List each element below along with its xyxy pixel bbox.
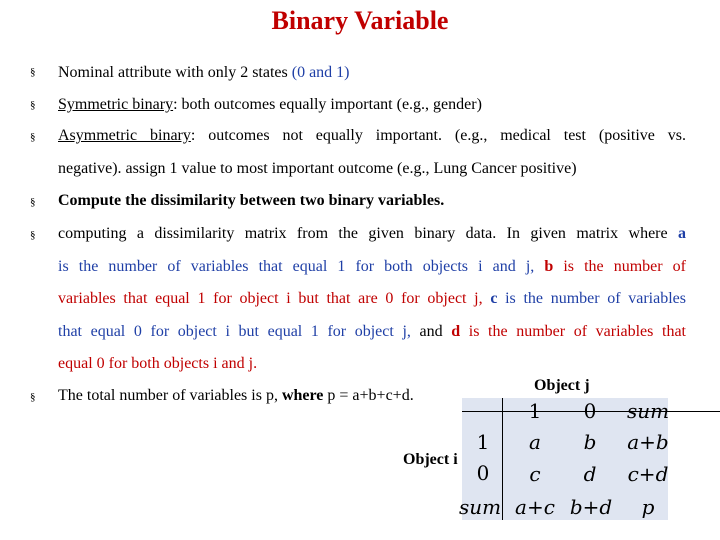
bullet-total-variables (58, 380, 414, 412)
cell-a: a (529, 430, 541, 454)
term-asymmetric-binary: Asymmetric binary (58, 127, 191, 144)
bullet-text: variables that equal 1 for object i but that are 0 for object j, (58, 290, 491, 307)
text-line (58, 120, 686, 153)
bullet-text: . (409, 387, 414, 404)
col-header-sum: sum (626, 399, 670, 423)
var-c: c (490, 290, 498, 307)
bullet-text: Nominal attribute with only 2 states (58, 64, 292, 81)
bullet-text: that equal 0 for object i but equal 1 for object j, (58, 322, 420, 340)
cell-a-plus-b: a+b (627, 430, 669, 454)
bullet-text: The total number of variables is p, (58, 387, 282, 404)
term-symmetric-binary: Symmetric binary (58, 96, 174, 113)
bullet-marker: § (30, 99, 36, 111)
var-a: a (678, 225, 686, 242)
bullet-text: : outcomes not equally important. (e.g., medical test (positive vs. (190, 127, 686, 144)
page-title: Binary Variable (271, 6, 449, 35)
bullet-compute-dissimilarity: Compute the dissimilarity between two binary variables. (58, 192, 445, 209)
bullet-text: is the number of (553, 257, 687, 275)
bullet-asymmetric-binary (58, 120, 686, 185)
bullet-text: where (281, 387, 324, 404)
bullet-text: is the number of variables (497, 290, 687, 307)
var-b: b (544, 257, 554, 275)
text-line (58, 283, 686, 316)
bullet-nominal-attribute (58, 57, 350, 89)
text-line: negative). assign 1 value to most important outcome (e.g., Lung Cancer positive) (58, 159, 577, 177)
row-header-0: 0 (476, 461, 490, 485)
text-line: equal 0 for both objects i and j. (58, 355, 258, 372)
row-header-sum: sum (458, 495, 502, 519)
bullet-text: computing a dissimilarity matrix from the given binary data. In given matrix where (58, 225, 678, 242)
bullet-text: and (419, 322, 452, 340)
col-header-0: 0 (583, 399, 597, 423)
bullet-text: is the number of variables that equal 1 for both objects i and j, (58, 257, 545, 275)
cell-d: d (583, 462, 597, 486)
bullet-marker: § (30, 196, 36, 208)
states-highlight: (0 and 1) (291, 64, 350, 81)
cell-b: b (583, 430, 597, 454)
bullet-marker: § (30, 391, 36, 403)
formula-text: p = a+b+c+d (323, 387, 410, 404)
bullet-marker: § (30, 229, 36, 241)
bullet-marker: § (30, 66, 36, 78)
bullet-dissimilarity-matrix (58, 218, 686, 381)
cell-a-plus-c: a+c (515, 495, 555, 519)
cell-c-plus-d: c+d (627, 462, 669, 486)
text-line (58, 218, 686, 251)
col-header-1: 1 (528, 399, 542, 423)
text-line (58, 316, 686, 349)
var-d: d (451, 322, 461, 340)
cell-c: c (529, 462, 541, 486)
bullet-text: : both outcomes equally important (e.g., gender) (173, 96, 482, 113)
cell-p: p (641, 495, 655, 519)
bullet-marker: § (30, 131, 36, 143)
bullet-symmetric-binary (58, 89, 482, 121)
object-j-label: Object j (534, 377, 590, 394)
cell-b-plus-d: b+d (569, 495, 613, 519)
bullet-text: is the number of variables that (460, 322, 686, 340)
object-i-label: Object i (403, 451, 458, 468)
matrix-vertical-rule (502, 398, 503, 520)
text-line (58, 251, 686, 284)
row-header-1: 1 (476, 430, 490, 454)
